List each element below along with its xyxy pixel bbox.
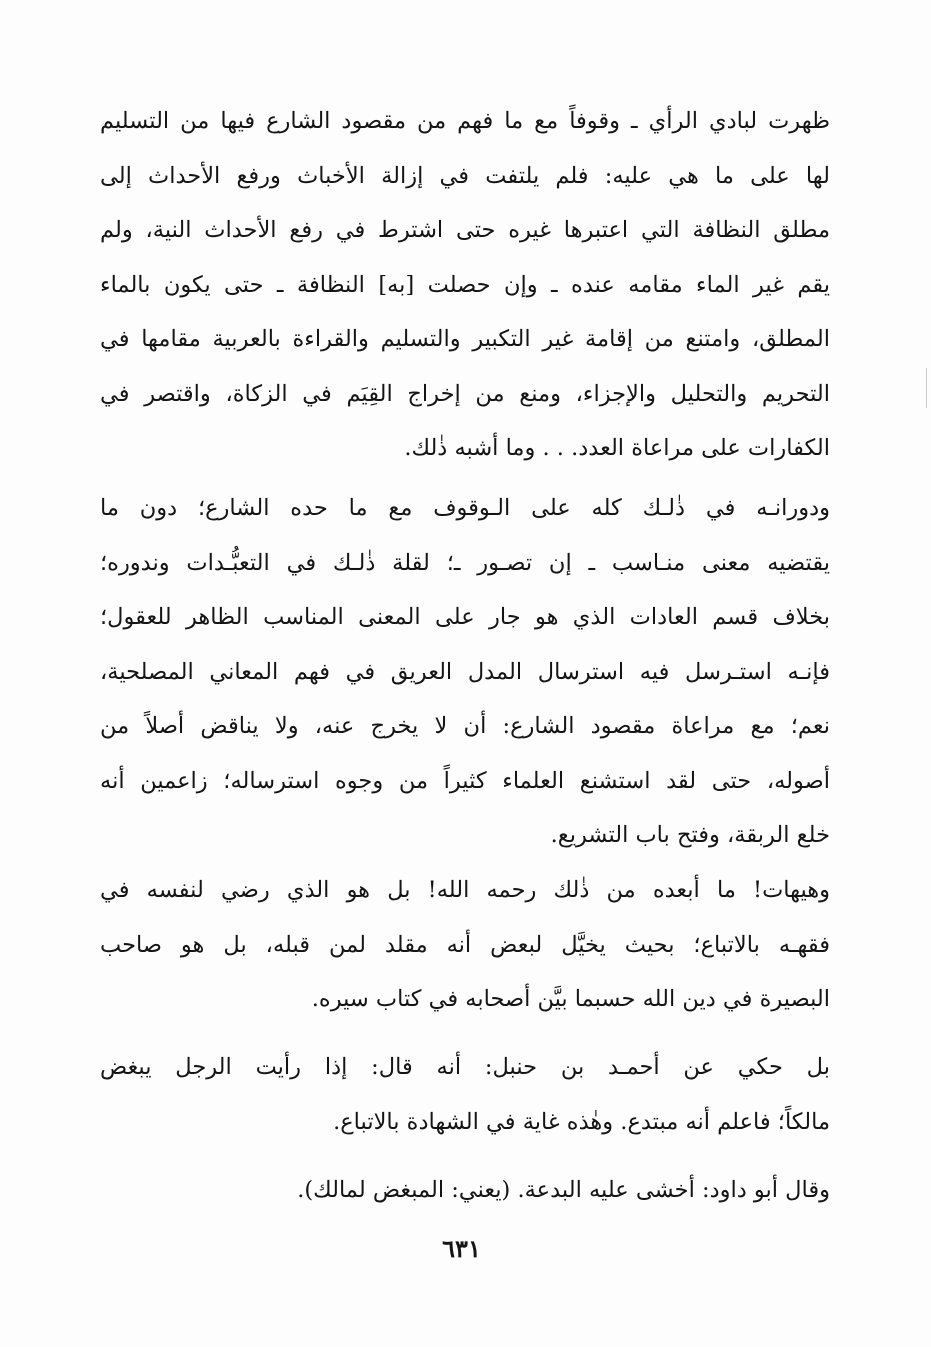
text-line: لها على ما هي عليه: فلم يلتفت في إزالة الأخباث ورفع الأحداث إلى [100,162,830,189]
text-line: الكفارات على مراعاة العدد. . . وما أشبه ذٰلك. [404,435,830,461]
text-line: فقهـه بالاتباع؛ بحيث يخيَّل لبعض أنه مقلد لمن قبله، بل هو صاحب [100,931,830,958]
text-line: بل حكي عن أحمـد بن حنبل: أنه قال: إذا رأيت الرجل يبغض [100,1054,830,1080]
paragraph-1 [100,94,830,476]
paragraph-3 [100,863,830,1027]
paragraph-5 [100,1163,830,1218]
text-line: وقال أبو داود: أخشى عليه البدعة. (يعني: المبغض لمالك). [297,1177,830,1203]
text-line: مطلق النظافة التي اعتبرها غيره حتى اشترط في رفع الأحداث النية، ولم [100,217,830,243]
text-line: وهيهات! ما أبعده من ذٰلك رحمه الله! بل هو الذي رضي لنفسه في [100,877,830,903]
text-line: أصوله، حتى لقد استشنع العلماء كثيراً من وجوه استرساله؛ زاعمين أنه [100,767,830,794]
paragraph-4 [100,1040,830,1149]
text-line: مالكاً؛ فاعلم أنه مبتدع. وهٰذه غاية في الشهادة بالاتباع. [333,1108,830,1135]
text-line: ودورانـه في ذٰلـك كله على الـوقوف مع ما حده الشارع؛ دون ما [100,495,830,521]
paragraph-2 [100,481,830,863]
text-line: يقتضيه معنى منـاسب ـ إن تصـور ـ؛ لقلة ذٰلـك في التعبُّـدات وندوره؛ [100,549,830,576]
text-line: البصيرة في دين الله حسبما بيَّن أصحابه في كتاب سيره. [311,986,830,1012]
text-line: المطلق، وامتنع من إقامة غير التكبير والتسليم والقراءة بالعربية مقامها في [100,326,830,352]
page-number: ٦٣١ [442,1234,481,1263]
text-line: بخلاف قسم العادات الذي هو جار على المعنى المناسب الظاهر للعقول؛ [100,604,830,630]
text-line: ظهرت لبادي الرأي ـ وقوفاً مع ما فهم من مقصود الشارع فيها من التسليم [100,108,830,134]
text-line: فإنـه استـرسل فيه استرسال المدل العريق في فهم المعاني المصلحية، [100,658,830,685]
text-line: يقم غير الماء مقامه عنده ـ وإن حصلت [به] النظافة ـ حتى يكون بالماء [100,271,830,298]
text-line: خلع الربقة، وفتح باب التشريع. [550,822,830,848]
text-line: التحريم والتحليل والإجزاء، ومنع من إخراج القِيَم في الزكاة، واقتصر في [100,380,830,407]
text-line: نعم؛ مع مراعاة مقصود الشارع: أن لا يخرج عنه، ولا يناقض أصلاً من [100,713,830,739]
scan-edge-mark [926,368,927,408]
